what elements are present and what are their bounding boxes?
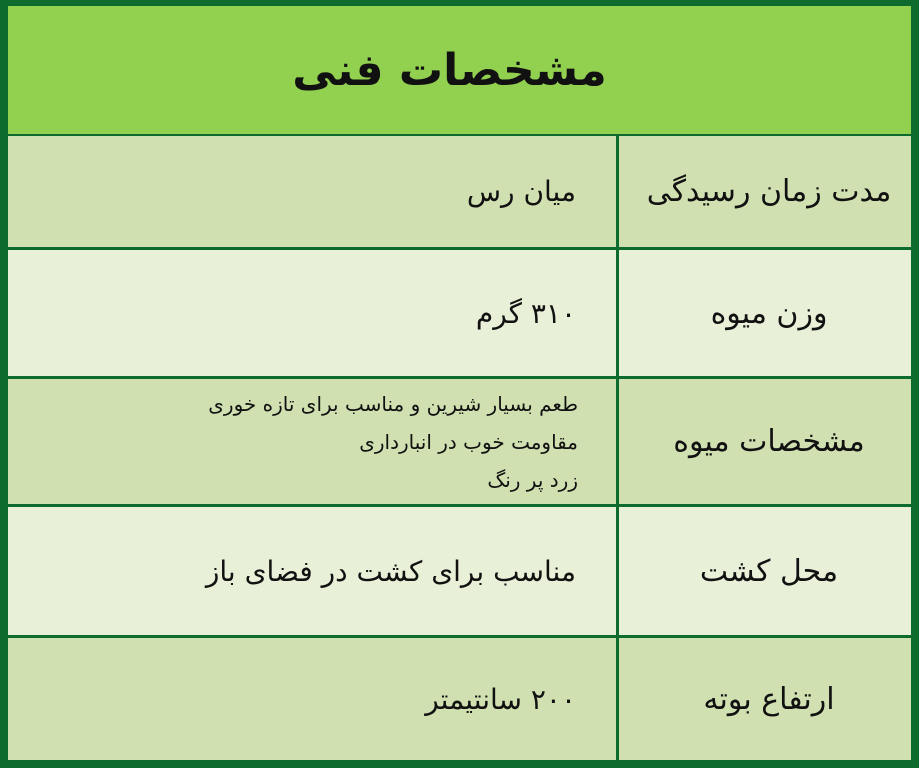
column-divider [616, 507, 619, 635]
column-divider [616, 379, 619, 504]
column-divider [616, 136, 619, 247]
spec-line: طعم بسیار شیرین و مناسب برای تازه خوری [208, 391, 578, 416]
row-label: ارتفاع بوته [703, 681, 835, 717]
table-title: مشخصات فنی [292, 44, 607, 96]
column-divider [616, 250, 619, 376]
row-value-list [8, 379, 616, 504]
row-value: ۲۰۰ سانتیمتر [425, 682, 576, 716]
row-value: مناسب برای کشت در فضای باز [205, 554, 576, 588]
row-value: ۳۱۰ گرم [475, 296, 576, 330]
row-label: محل کشت [699, 553, 839, 589]
table-row-fruit-weight [8, 250, 911, 376]
table-row-planting-site [8, 507, 911, 635]
spec-line: زرد پر رنگ [487, 467, 578, 492]
row-label: مشخصات میوه [673, 424, 865, 459]
column-divider [616, 638, 619, 760]
table-header [8, 6, 911, 134]
row-value: میان رس [466, 175, 576, 208]
spec-line: مقاومت خوب در انبارداری [359, 429, 578, 454]
row-label: مدت زمان رسیدگی [646, 174, 892, 209]
table-row-plant-height [8, 638, 911, 760]
table-row-fruit-specs [8, 379, 911, 504]
table-row-maturity [8, 136, 911, 247]
row-label: وزن میوه [710, 295, 828, 331]
